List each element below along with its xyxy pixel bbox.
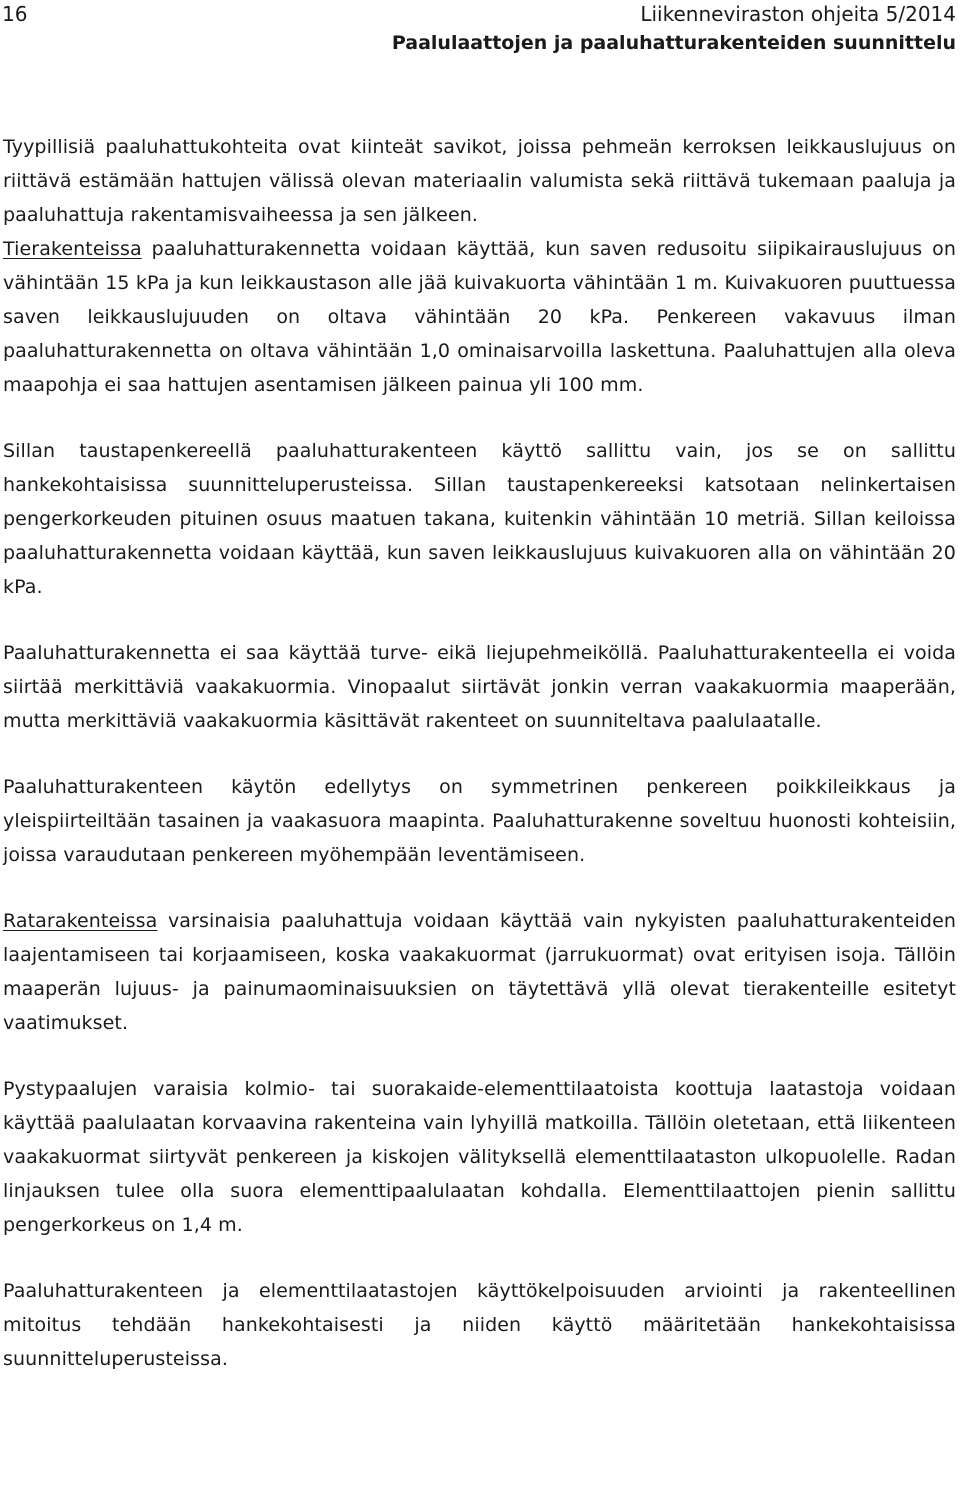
road-structures-term: Tierakenteissa [3,238,142,260]
paragraph-bridge-embankment: Sillan taustapenkereellä paaluhatturakenteen käyttö sallittu vain, jos se on sallittu hankekohtaisissa suunnitteluperusteissa. Sillan taustapenkereeksi katsotaan nelinkertaisen pengerkorkeuden pituinen osuus maatuen takana, kuitenkin vähintään 10 metriä. Sillan keiloissa paaluhatturakennetta voidaan käyttää, kun saven leikkauslujuus kuivakuoren alla on vähintään 20 kPa. [3,440,956,598]
paragraph-road-structures [3,232,956,402]
document-title: Paalulaattojen ja paaluhatturakenteiden suunnittelu [391,32,956,54]
page-number: 16 [2,2,28,26]
publication-series: Liikenneviraston ohjeita 5/2014 [640,2,956,26]
paragraph-element-slabs: Pystypaalujen varaisia kolmio- tai suorakaide-elementtilaatoista koottuja laatastoja voidaan käyttää paalulaatan korvaavina rakenteina vain lyhyillä matkoilla. Tällöin oletetaan, että liikenteen vaakakuormat siirtyvät penkereen ja kiskojen välityksellä elementtilaataston ulkopuolelle. Radan linjauksen tulee olla suora elementtipaalulaatan kohdalla. Elementtilaattojen pienin sallittu pengerkorkeus on 1,4 m. [3,1078,956,1236]
paragraph-pile-cap-sites: Tyypillisiä paaluhattukohteita ovat kiinteät savikot, joissa pehmeän kerroksen leikkauslujuus on riittävä estämään hattujen välissä olevan materiaalin valumista sekä riittävä tukemaan paaluja ja paaluhattuja rakentamisvaiheessa ja sen jälkeen. [3,136,956,226]
paragraph-peat-restriction: Paaluhatturakennetta ei saa käyttää turve- eikä liejupehmeiköllä. Paaluhatturakenteella ei voida siirtää merkittäviä vaakakuormia. Vinopaalut siirtävät jonkin verran vaakakuormia maaperään, mutta merkittäviä vaakakuormia käsittävät rakenteet on suunniteltava paalulaatalle. [3,642,956,732]
rail-structures-text: varsinaisia paaluhattuja voidaan käyttää vain nykyisten paaluhatturakenteiden laajentamiseen tai korjaamiseen, koska vaakakuormat (jarrukuormat) ovat erityisen isoja. Tällöin maaperän lujuus- ja painumaominaisuuksien on täytettävä yllä olevat tierakenteille esitetyt vaatimukset. [3,910,956,1034]
body-text [3,130,956,1376]
paragraph-rail-structures [3,904,956,1040]
rail-structures-term: Ratarakenteissa [3,910,158,932]
running-header [392,0,956,58]
paragraph-symmetric-section: Paaluhatturakenteen käytön edellytys on symmetrinen penkereen poikkileikkaus ja yleispiirteiltään tasainen ja vaakasuora maapinta. Paaluhatturakenne soveltuu huonosti kohteisiin, joissa varaudutaan penkereen myöhempään leventämiseen. [3,776,956,866]
paragraph-project-assessment: Paaluhatturakenteen ja elementtilaatastojen käyttökelpoisuuden arviointi ja rakenteellinen mitoitus tehdään hankekohtaisesti ja niiden käyttö määritetään hankekohtaisissa suunnitteluperusteissa. [3,1280,956,1370]
road-structures-text: paaluhatturakennetta voidaan käyttää, kun saven redusoitu siipikairauslujuus on vähintään 15 kPa ja kun leikkaustason alle jää kuivakuorta vähintään 1 m. Kuivakuoren puuttuessa saven leikkauslujuuden on oltava vähintään 20 kPa. Penkereen vakavuus ilman paaluhatturakennetta on oltava vähintään 1,0 ominaisarvoilla laskettuna. Paaluhattujen alla oleva maapohja ei saa hattujen asentamisen jälkeen painua yli 100 mm. [3,238,956,396]
